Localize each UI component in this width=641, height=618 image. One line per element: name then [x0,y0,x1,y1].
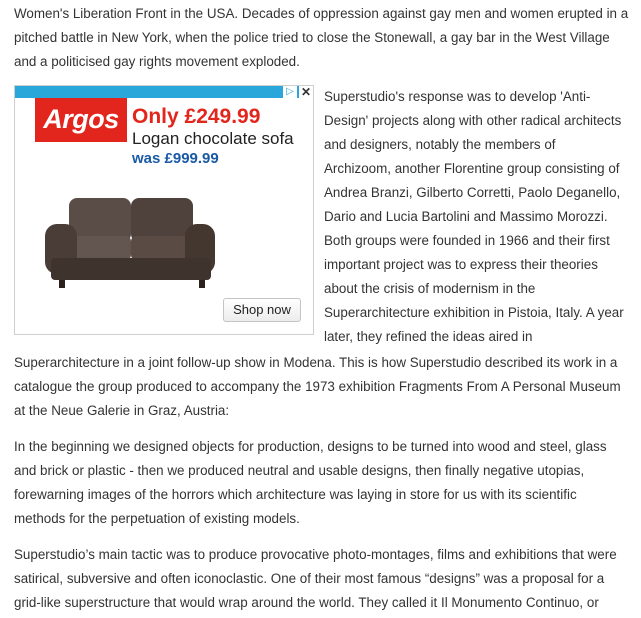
argos-ad[interactable] [14,85,314,335]
sofa-image[interactable] [39,190,219,295]
paragraph-beside-ad: Superstudio's response was to develop 'Anti-Design' projects along with other radical architects and designers, notably the members of Archizoom, another Florentine group consisting of Andrea Branzi, Gilberto Corretti, Paolo Deganello, Dario and Lucia Bartolini and Massimo Morozzi. Both groups were founded in 1966 and their first important project was to express their theories about the crisis of modernism in the Superarchitecture exhibition in Pistoia, Italy. A year later, they refined the ideas aired in [324,89,624,344]
paragraph-after-ad: Superarchitecture in a joint follow-up show in Modena. This is how Superstudio described its work in a catalogue the group produced to accompany the 1973 exhibition Fragments From A Personal Museum at the Neue Galerie in Graz, Austria: [14,355,621,418]
ad-wrap-block [14,85,630,351]
argos-logo[interactable]: Argos [35,98,127,142]
close-icon[interactable]: ✕ [300,85,312,99]
shop-now-button[interactable]: Shop now [223,298,301,322]
ad-product-name: Logan chocolate sofa [132,129,294,148]
ad-price: Only £249.99 [132,105,261,128]
paragraph-closing: Superstudio’s main tactic was to produce provocative photo-montages, films and exhibitions that were satirical, subversive and often iconoclastic. One of their most famous “designs” was a proposal for a grid-like superstructure that would wrap around the world. They called it Il Monumento Continuo, or [14,547,617,610]
ad-was-price: was £999.99 [132,150,219,167]
adchoices-icon[interactable]: ▷ [283,86,297,98]
paragraph-intro: Women's Liberation Front in the USA. Decades of oppression against gay men and women erupted in a pitched battle in New York, when the police tried to close the Stonewall, a gay bar in the West Village and a politicised gay rights movement exploded. [14,6,629,69]
article-body [14,0,630,615]
paragraph-quote: In the beginning we designed objects for production, designs to be turned into wood and steel, glass and brick or plastic - then we produced neutral and usable designs, then finally negative utopias, forewarning images of the horrors which architecture was laying in store for us with its scientific methods for the perpetuation of existing models. [14,439,607,526]
ad-top-bar [15,86,313,98]
